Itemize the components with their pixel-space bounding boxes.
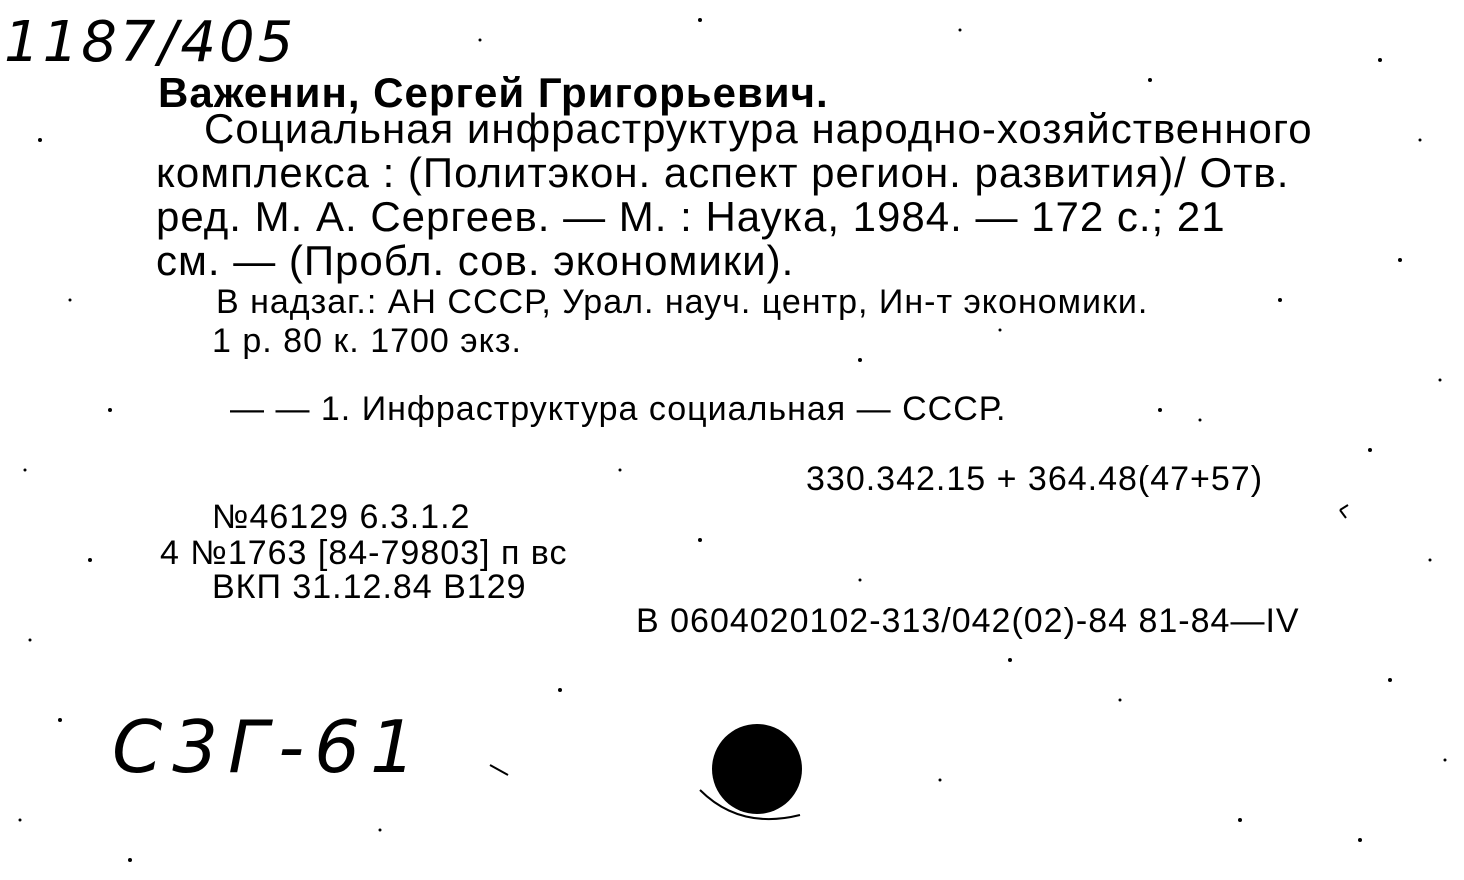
title-line-4: см. — (Пробл. сов. экономики). [156,237,795,284]
catalog-number-2: 4 №1763 [84-79803] п вс [160,534,568,572]
publication-code: В 0604020102-313/042(02)-84 81-84—IV [636,602,1300,640]
handwritten-inventory-number: 1187/405 [4,10,297,75]
handwritten-shelf-mark: С3Г-61 [112,705,426,789]
title-line-3: ред. М. А. Сергеев. — М. : Наука, 1984. — 172 с.; 21 [156,193,1226,240]
classification-codes: 330.342.15 + 364.48(47+57) [806,460,1264,498]
note-line-1: В надзаг.: АН СССР, Урал. науч. центр, Ин-т экономики. [216,283,1149,321]
note-line-2: 1 р. 80 к. 1700 экз. [212,322,522,360]
catalog-number-3: ВКП 31.12.84 В129 [212,568,527,606]
catalog-number-1: №46129 6.3.1.2 [212,498,471,536]
card-author: Важенин, Сергей Григорьевич. [158,69,829,116]
subject-heading: — — 1. Инфраструктура социальная — СССР. [230,390,1007,428]
title-line-2: комплекса : (Политэкон. аспект регион. развития)/ Отв. [156,149,1290,196]
card-punch-hole [712,724,802,814]
title-line-1: Социальная инфраструктура народно-хозяйственного [204,105,1313,152]
